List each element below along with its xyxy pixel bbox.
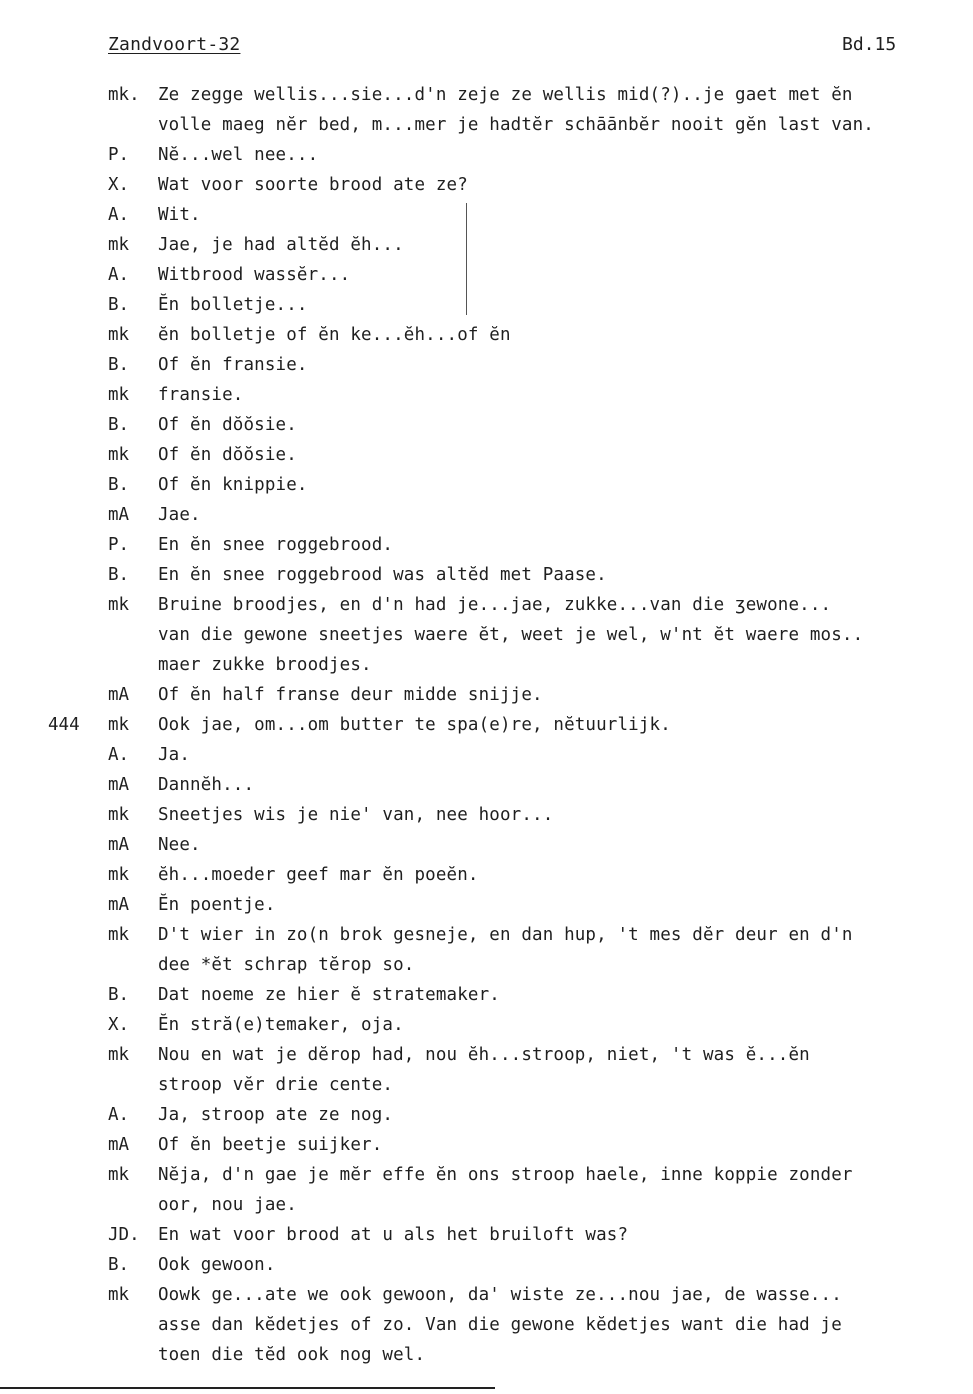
utterance-text: D't wier in zo(n brok gesneje, en dan hup, 't mes dĕr deur en d'n [158, 925, 853, 945]
margin-bracket-line [466, 203, 467, 315]
utterance-text: Ĕn bolletje... [158, 295, 308, 315]
transcript-line [0, 204, 973, 234]
utterance-text: Nee. [158, 835, 201, 855]
speaker-label: P. [108, 145, 130, 165]
speaker-label: mk. [108, 85, 140, 105]
transcript-line [0, 324, 973, 354]
utterance-text: van die gewone sneetjes waere ĕt, weet je wel, w'nt ĕt waere mos.. [158, 625, 864, 645]
transcript-line [0, 1224, 973, 1254]
transcript-body [0, 84, 973, 1374]
utterance-text: Sneetjes wis je nie' van, nee hoor... [158, 805, 554, 825]
speaker-label: B. [108, 1255, 130, 1275]
transcript-line [0, 114, 973, 144]
utterance-text: En ĕn snee roggebrood. [158, 535, 394, 555]
utterance-text: Nĕja, d'n gae je mĕr effe ĕn ons stroop haele, inne koppie zonder [158, 1165, 853, 1185]
utterance-text: Of ĕn dŏŏsie. [158, 415, 297, 435]
speaker-label: mA [108, 895, 130, 915]
transcript-line [0, 1074, 973, 1104]
transcript-line [0, 744, 973, 774]
transcript-line [0, 864, 973, 894]
transcript-line [0, 684, 973, 714]
transcript-line [0, 654, 973, 684]
page-header-location: Zandvoort-32 [108, 34, 241, 55]
transcript-line [0, 1014, 973, 1044]
speaker-label: mk [108, 595, 130, 615]
utterance-text: Of ĕn dŏŏsie. [158, 445, 297, 465]
utterance-text: Witbrood wassĕr... [158, 265, 351, 285]
speaker-label: mA [108, 685, 130, 705]
speaker-label: mA [108, 505, 130, 525]
transcript-line [0, 414, 973, 444]
speaker-label: B. [108, 985, 130, 1005]
transcript-line [0, 264, 973, 294]
utterance-text: Bruine broodjes, en d'n had je...jae, zukke...van die ʒewone... [158, 595, 832, 615]
utterance-text: ĕh...moeder geef mar ĕn poeĕn. [158, 865, 479, 885]
utterance-text: En wat voor brood at u als het bruiloft was? [158, 1225, 629, 1245]
transcript-line [0, 1254, 973, 1284]
utterance-text: oor, nou jae. [158, 1195, 297, 1215]
utterance-text: Ja. [158, 745, 191, 765]
utterance-text: stroop vĕr drie cente. [158, 1075, 394, 1095]
speaker-label: mk [108, 1285, 130, 1305]
speaker-label: mk [108, 865, 130, 885]
speaker-label: A. [108, 1105, 130, 1125]
utterance-text: Ĕn poentje. [158, 895, 276, 915]
utterance-text: maer zukke broodjes. [158, 655, 372, 675]
margin-line-number: 444 [48, 715, 80, 735]
utterance-text: Jae. [158, 505, 201, 525]
speaker-label: A. [108, 205, 130, 225]
utterance-text: Of ĕn knippie. [158, 475, 308, 495]
transcript-line [0, 624, 973, 654]
speaker-label: A. [108, 745, 130, 765]
speaker-label: A. [108, 265, 130, 285]
transcript-line [0, 714, 973, 744]
footer-rule [0, 1387, 495, 1389]
utterance-text: En ĕn snee roggebrood was altĕd met Paase. [158, 565, 607, 585]
transcript-line [0, 804, 973, 834]
speaker-label: mA [108, 1135, 130, 1155]
speaker-label: B. [108, 475, 130, 495]
transcript-line [0, 834, 973, 864]
transcript-line [0, 504, 973, 534]
transcript-line [0, 444, 973, 474]
transcript-line [0, 1194, 973, 1224]
speaker-label: mA [108, 775, 130, 795]
utterance-text: Jae, je had altĕd ĕh... [158, 235, 404, 255]
speaker-label: mk [108, 925, 130, 945]
utterance-text: fransie. [158, 385, 244, 405]
transcript-line [0, 1044, 973, 1074]
transcript-line [0, 1284, 973, 1314]
utterance-text: Ja, stroop ate ze nog. [158, 1105, 394, 1125]
speaker-label: B. [108, 565, 130, 585]
utterance-text: asse dan kĕdetjes of zo. Van die gewone kĕdetjes want die had je [158, 1315, 842, 1335]
transcript-line [0, 84, 973, 114]
transcript-line [0, 294, 973, 324]
transcript-line [0, 954, 973, 984]
speaker-label: P. [108, 535, 130, 555]
utterance-text: Nou en wat je dĕrop had, nou ĕh...stroop, niet, 't was ĕ...ĕn [158, 1045, 810, 1065]
speaker-label: mk [108, 325, 130, 345]
speaker-label: mk [108, 445, 130, 465]
utterance-text: Ze zegge wellis...sie...d'n zeje ze wellis mid(?)..je gaet met ĕn [158, 85, 853, 105]
speaker-label: X. [108, 175, 130, 195]
speaker-label: B. [108, 295, 130, 315]
transcript-line [0, 1314, 973, 1344]
utterance-text: Wit. [158, 205, 201, 225]
transcript-line [0, 894, 973, 924]
utterance-text: Dat noeme ze hier ĕ stratemaker. [158, 985, 500, 1005]
transcript-line [0, 234, 973, 264]
page-header-number: Bd.15 [842, 34, 897, 55]
speaker-label: B. [108, 415, 130, 435]
speaker-label: mk [108, 385, 130, 405]
transcript-line [0, 1164, 973, 1194]
speaker-label: mA [108, 835, 130, 855]
transcript-line [0, 564, 973, 594]
transcript-line [0, 474, 973, 504]
utterance-text: ĕn bolletje of ĕn ke...ĕh...of ĕn [158, 325, 511, 345]
utterance-text: Of ĕn fransie. [158, 355, 308, 375]
transcript-line [0, 144, 973, 174]
utterance-text: Nĕ...wel nee... [158, 145, 319, 165]
speaker-label: B. [108, 355, 130, 375]
utterance-text: Ook jae, om...om butter te spa(e)re, nĕtuurlijk. [158, 715, 671, 735]
transcript-line [0, 1104, 973, 1134]
utterance-text: Dannĕh... [158, 775, 255, 795]
speaker-label: mk [108, 1165, 130, 1185]
utterance-text: Of ĕn beetje suijker. [158, 1135, 383, 1155]
utterance-text: Wat voor soorte brood ate ze? [158, 175, 468, 195]
transcript-line [0, 1134, 973, 1164]
transcript-line [0, 354, 973, 384]
transcript-line [0, 924, 973, 954]
utterance-text: Oowk ge...ate we ook gewoon, da' wiste ze...nou jae, de wasse... [158, 1285, 842, 1305]
speaker-label: mk [108, 235, 130, 255]
transcript-line [0, 594, 973, 624]
transcript-line [0, 774, 973, 804]
transcript-line [0, 534, 973, 564]
transcript-line [0, 1344, 973, 1374]
utterance-text: dee *ĕt schrap tĕrop so. [158, 955, 415, 975]
utterance-text: volle maeg nĕr bed, m...mer je hadtĕr schāānbĕr nooit gĕn last van. [158, 115, 874, 135]
utterance-text: Of ĕn half franse deur midde snijje. [158, 685, 543, 705]
transcript-line [0, 174, 973, 204]
utterance-text: toen die tĕd ook nog wel. [158, 1345, 426, 1365]
transcript-line [0, 984, 973, 1014]
speaker-label: mk [108, 715, 130, 735]
transcript-line [0, 384, 973, 414]
speaker-label: JD. [108, 1225, 140, 1245]
speaker-label: X. [108, 1015, 130, 1035]
utterance-text: Ook gewoon. [158, 1255, 276, 1275]
utterance-text: Ĕn stră(e)temaker, oja. [158, 1015, 404, 1035]
speaker-label: mk [108, 805, 130, 825]
speaker-label: mk [108, 1045, 130, 1065]
